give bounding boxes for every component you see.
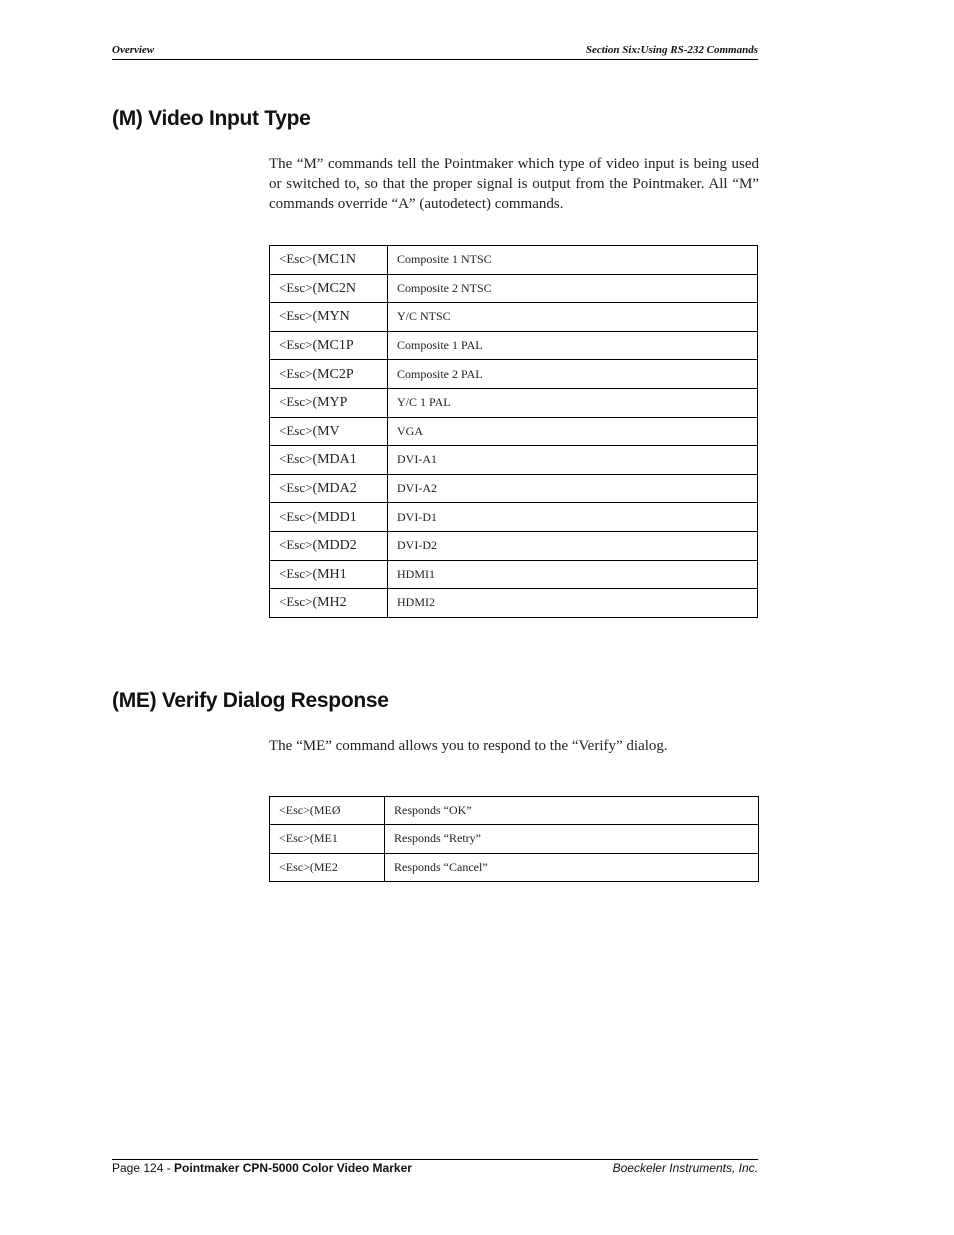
table-row — [270, 560, 758, 589]
table-row — [270, 274, 758, 303]
command-esc: <Esc> — [279, 565, 313, 581]
command-code: (MC2P — [312, 366, 354, 382]
command-code: (MDD1 — [312, 509, 357, 525]
command-code-cell — [270, 474, 388, 503]
footer-left — [112, 1161, 412, 1175]
command-description: Responds “Retry” — [385, 825, 759, 853]
command-description: DVI-D1 — [388, 503, 758, 532]
command-description: Composite 1 PAL — [388, 331, 758, 360]
footer-product-name: Pointmaker CPN-5000 Color Video Marker — [174, 1161, 412, 1175]
command-code-cell — [270, 560, 388, 589]
command-description: Composite 2 PAL — [388, 360, 758, 389]
command-code-cell — [270, 274, 388, 303]
command-code: (MYN — [312, 309, 350, 325]
command-code-cell — [270, 360, 388, 389]
table-row — [270, 589, 758, 618]
video-input-command-table — [269, 245, 758, 618]
command-code: (MC2N — [312, 280, 356, 296]
command-code-cell — [270, 531, 388, 560]
verify-dialog-command-table — [269, 796, 759, 882]
table-row — [270, 797, 759, 825]
command-code-cell — [270, 589, 388, 618]
command-code-cell — [270, 303, 388, 332]
command-code: (MH2 — [312, 595, 347, 611]
section-m-intro: The “M” commands tell the Pointmaker which type of video input is being used or switched to, so that the proper signal is output from the Pointmaker. All “M” commands override “A” (autodetect) commands. — [269, 156, 759, 212]
command-code: (MDA2 — [312, 481, 357, 497]
command-esc: <Esc> — [279, 251, 313, 267]
section-m-title: (M) Video Input Type — [112, 107, 311, 130]
command-code: <Esc>(ME2 — [270, 853, 385, 881]
command-esc: <Esc> — [279, 537, 313, 553]
footer-company: Boeckeler Instruments, Inc. — [612, 1161, 758, 1175]
command-code: (MH1 — [312, 566, 347, 582]
table-row — [270, 246, 758, 275]
table-row — [270, 531, 758, 560]
command-code-cell — [270, 331, 388, 360]
section-me-title: (ME) Verify Dialog Response — [112, 689, 389, 712]
command-description: Responds “OK” — [385, 797, 759, 825]
command-esc: <Esc> — [279, 279, 313, 295]
command-code: (MYP — [312, 395, 348, 411]
table-row — [270, 474, 758, 503]
table-row — [270, 853, 759, 881]
command-code-cell — [270, 417, 388, 446]
table-row — [270, 388, 758, 417]
page-footer — [112, 1159, 758, 1179]
command-esc: <Esc> — [279, 508, 313, 524]
command-esc: <Esc> — [279, 365, 313, 381]
command-esc: <Esc> — [279, 394, 313, 410]
table-row — [270, 417, 758, 446]
command-description: DVI-A2 — [388, 474, 758, 503]
command-description: HDMI1 — [388, 560, 758, 589]
command-esc: <Esc> — [279, 422, 313, 438]
command-description: Composite 2 NTSC — [388, 274, 758, 303]
table-row — [270, 825, 759, 853]
command-code: (MC1N — [312, 252, 356, 268]
table-row — [270, 360, 758, 389]
command-description: DVI-A1 — [388, 446, 758, 475]
command-esc: <Esc> — [279, 480, 313, 496]
footer-page-number: Page 124 - — [112, 1161, 175, 1175]
command-description: HDMI2 — [388, 589, 758, 618]
header-left: Overview — [112, 44, 155, 56]
section-me-intro: The “ME” command allows you to respond to the “Verify” dialog. — [269, 738, 668, 754]
command-esc: <Esc> — [279, 308, 313, 324]
running-header — [112, 44, 758, 60]
header-right: Section Six:Using RS-232 Commands — [585, 44, 758, 56]
command-code: (MDA1 — [312, 452, 357, 468]
command-code: <Esc>(MEØ — [270, 797, 385, 825]
command-code: (MDD2 — [312, 538, 357, 554]
table-row — [270, 303, 758, 332]
command-esc: <Esc> — [279, 337, 313, 353]
command-description: Y/C 1 PAL — [388, 388, 758, 417]
command-code: (MV — [312, 423, 340, 439]
command-code: (MC1P — [312, 338, 354, 354]
command-description: Responds “Cancel” — [385, 853, 759, 881]
command-description: DVI-D2 — [388, 531, 758, 560]
command-code-cell — [270, 503, 388, 532]
command-description: Y/C NTSC — [388, 303, 758, 332]
command-description: VGA — [388, 417, 758, 446]
table-row — [270, 331, 758, 360]
command-code-cell — [270, 246, 388, 275]
command-esc: <Esc> — [279, 451, 313, 467]
command-code-cell — [270, 388, 388, 417]
table-row — [270, 503, 758, 532]
command-code-cell — [270, 446, 388, 475]
command-description: Composite 1 NTSC — [388, 246, 758, 275]
command-esc: <Esc> — [279, 594, 313, 610]
command-code: <Esc>(ME1 — [270, 825, 385, 853]
table-row — [270, 446, 758, 475]
